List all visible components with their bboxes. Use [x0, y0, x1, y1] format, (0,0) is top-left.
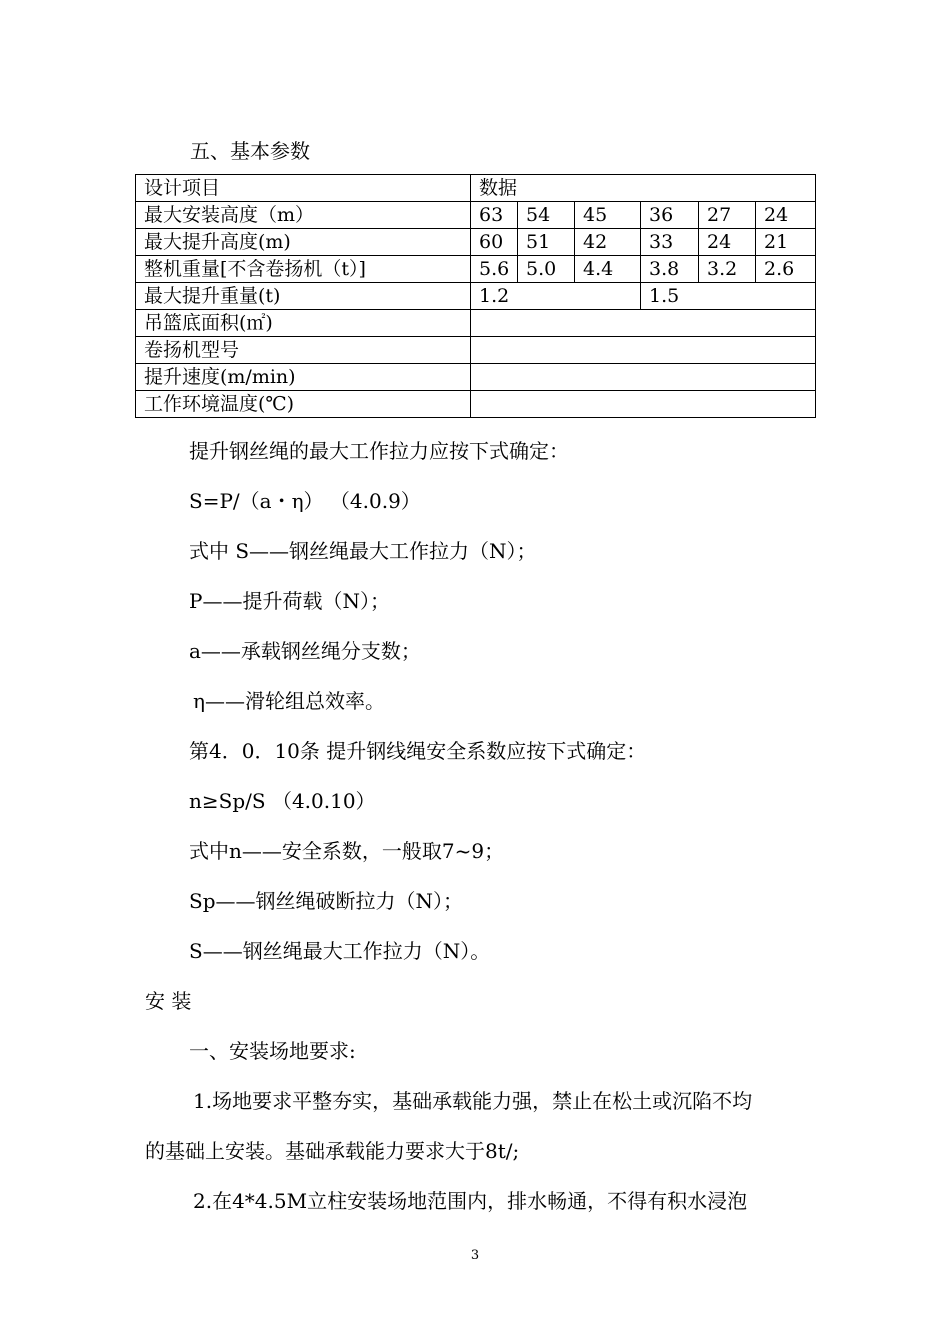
row-label: 提升速度(m/min) — [136, 364, 471, 391]
table-cell: 45 — [575, 202, 641, 229]
table-cell: 24 — [756, 202, 816, 229]
table-cell: 36 — [641, 202, 699, 229]
formula: n≥Sp/S （4.0.10） — [189, 789, 376, 813]
paragraph: S——钢丝绳最大工作拉力（N）。 — [189, 939, 491, 963]
table-cell: 60 — [471, 229, 518, 256]
table-cell: 24 — [699, 229, 756, 256]
paragraph: a——承载钢丝绳分支数； — [189, 639, 421, 663]
table-header-data: 数据 — [471, 175, 816, 202]
table-row — [136, 256, 816, 283]
table-row — [136, 391, 816, 418]
section-heading: 安 装 — [145, 989, 192, 1013]
table-cell: 27 — [699, 202, 756, 229]
paragraph: P——提升荷载（N）； — [189, 589, 390, 613]
table-cell: 2.6 — [756, 256, 816, 283]
table-row — [136, 337, 816, 364]
table-cell — [471, 364, 816, 391]
paragraph: 的基础上安装。基础承载能力要求大于8t/; — [145, 1139, 520, 1163]
table-header-label: 设计项目 — [136, 175, 471, 202]
formula: S=P/（a・η） （4.0.9） — [189, 489, 421, 513]
row-label: 整机重量[不含卷扬机（t）] — [136, 256, 471, 283]
table-cell — [471, 337, 816, 364]
paragraph: 式中n——安全系数，一般取7~9； — [189, 839, 505, 863]
table-cell: 21 — [756, 229, 816, 256]
table-row — [136, 175, 816, 202]
row-label: 工作环境温度(℃) — [136, 391, 471, 418]
table-cell: 42 — [575, 229, 641, 256]
table-row — [136, 310, 816, 337]
table-cell — [471, 391, 816, 418]
table-row — [136, 283, 816, 310]
paragraph: 提升钢丝绳的最大工作拉力应按下式确定： — [189, 439, 569, 463]
table-row — [136, 229, 816, 256]
paragraph: η——滑轮组总效率。 — [193, 689, 385, 713]
table-cell: 33 — [641, 229, 699, 256]
row-label: 吊篮底面积(㎡) — [136, 310, 471, 337]
table-cell: 54 — [518, 202, 575, 229]
table-cell: 1.5 — [641, 283, 816, 310]
table-cell: 3.8 — [641, 256, 699, 283]
table-cell: 63 — [471, 202, 518, 229]
table-cell: 1.2 — [471, 283, 641, 310]
parameters-table — [135, 174, 816, 418]
paragraph: 式中 S——钢丝绳最大工作拉力（N）； — [189, 539, 537, 563]
table-cell: 51 — [518, 229, 575, 256]
table-cell: 5.0 — [518, 256, 575, 283]
table-row — [136, 364, 816, 391]
row-label: 最大安装高度（m） — [136, 202, 471, 229]
subsection-heading: 一、安装场地要求: — [189, 1039, 356, 1063]
table-row — [136, 202, 816, 229]
row-label: 最大提升重量(t) — [136, 283, 471, 310]
page-number: 3 — [470, 1248, 480, 1263]
section-title: 五、基本参数 — [190, 139, 310, 163]
table-cell — [471, 310, 816, 337]
table-cell: 3.2 — [699, 256, 756, 283]
row-label: 卷扬机型号 — [136, 337, 471, 364]
table-cell: 4.4 — [575, 256, 641, 283]
paragraph: 第4．0．10条 提升钢线绳安全系数应按下式确定： — [189, 739, 647, 763]
row-label: 最大提升高度(m) — [136, 229, 471, 256]
paragraph: 1.场地要求平整夯实，基础承载能力强，禁止在松土或沉陷不均 — [193, 1089, 753, 1113]
table-cell: 5.6 — [471, 256, 518, 283]
paragraph: 2.在4*4.5M立柱安装场地范围内，排水畅通，不得有积水浸泡 — [193, 1189, 748, 1213]
paragraph: Sp——钢丝绳破断拉力（N）； — [189, 889, 464, 913]
